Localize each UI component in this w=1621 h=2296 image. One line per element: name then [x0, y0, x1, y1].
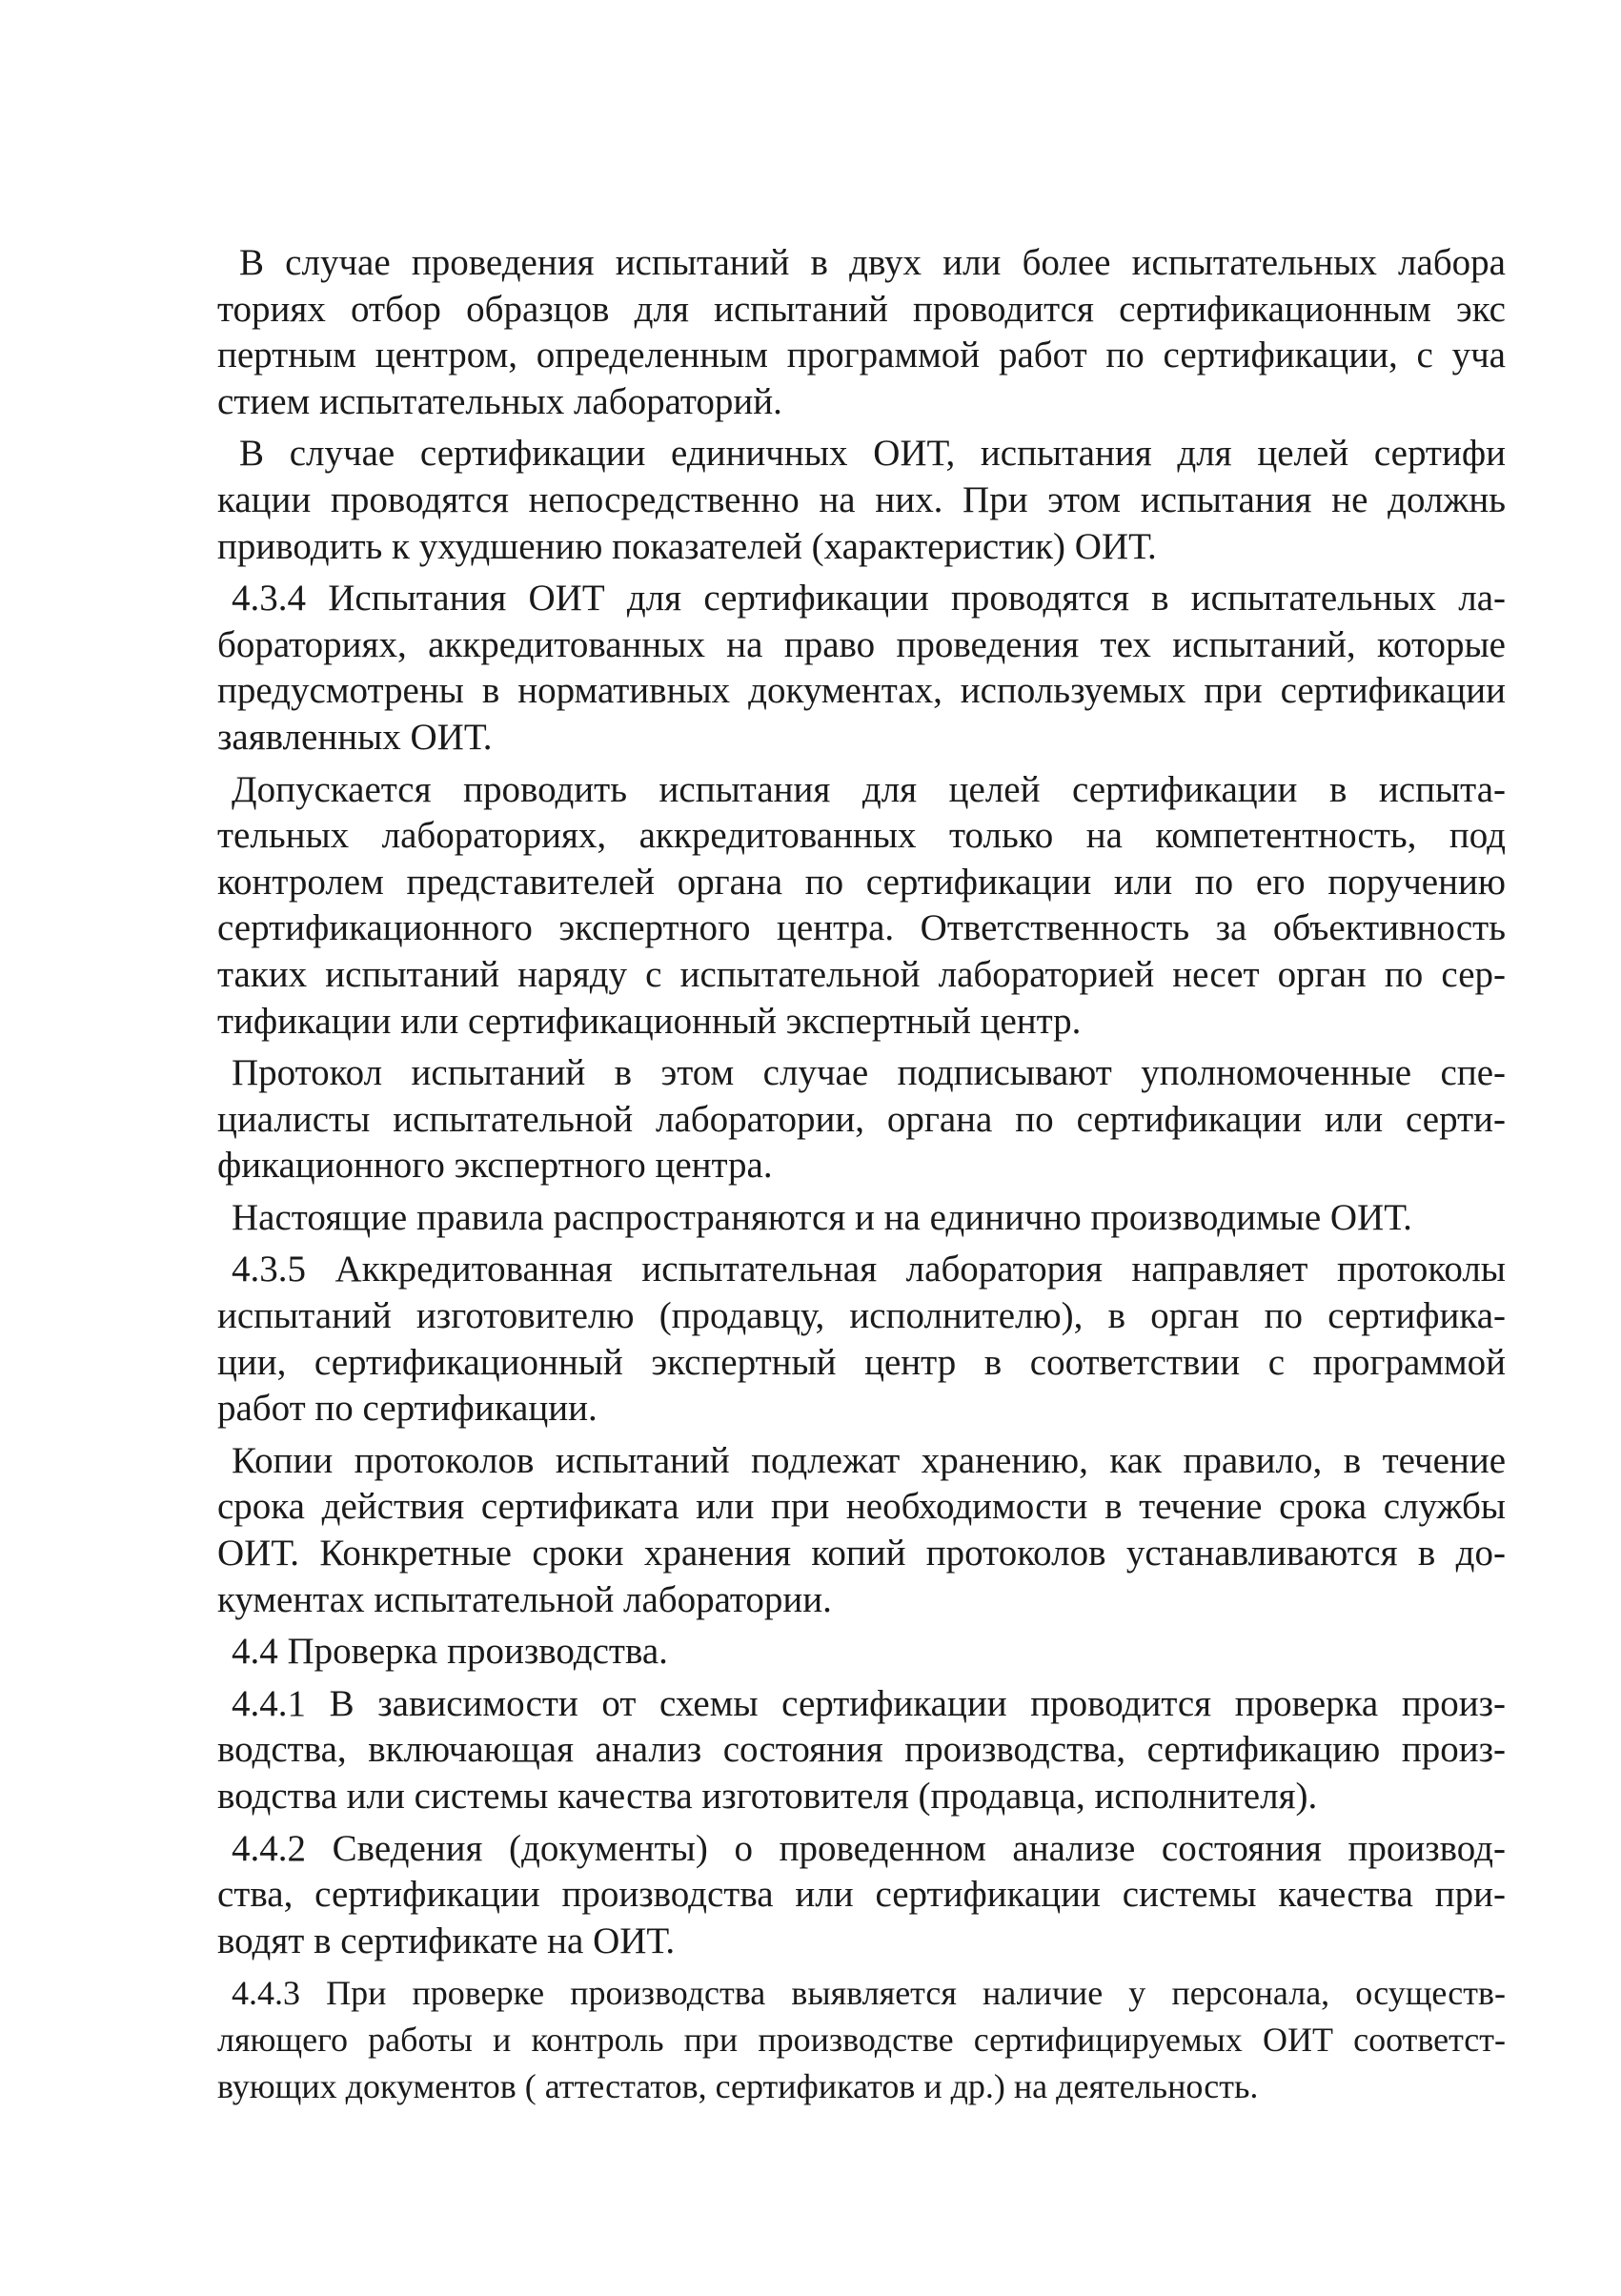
- text-line: 4.3.5 Аккредитованная испытательная лаборатория направляет протоколы: [232, 1249, 1506, 1290]
- text-line: циалисты испытательной лаборатории, органа по сертификации или серти-: [217, 1098, 1506, 1140]
- paragraph-sampling-multiple-labs: [217, 240, 1506, 425]
- text-line: водства, включающая анализ состояния производства, сертификацию произ-: [217, 1729, 1506, 1771]
- text-line: ства, сертификации производства или сертификации системы качества при-: [217, 1874, 1506, 1916]
- text-line: 4.4.3 При проверке производства выявляется наличие у персонала, осуществ-: [232, 1974, 1506, 2013]
- text-line: В случае сертификации единичных ОИТ, испытания для целей сертифи: [239, 433, 1506, 475]
- text-line: вующих документов ( аттестатов, сертификатов и др.) на деятельность.: [217, 2066, 1259, 2105]
- paragraph-4-4-1: [217, 1681, 1506, 1820]
- paragraph-single-oit: [217, 431, 1506, 570]
- text-line: предусмотрены в нормативных документах, используемых при сертификации: [217, 670, 1506, 712]
- text-line: 4.4 Проверка производства.: [232, 1631, 668, 1673]
- text-line: 4.4.1 В зависимости от схемы сертификации проводится проверка произ-: [232, 1682, 1506, 1724]
- text-line: Настоящие правила распространяются и на единично производимые ОИТ.: [232, 1196, 1412, 1238]
- text-line: В случае проведения испытаний в двух или более испытательных лабора: [239, 242, 1506, 283]
- text-line: водят в сертификате на ОИТ.: [217, 1920, 676, 1961]
- text-line: заявленных ОИТ.: [217, 716, 493, 758]
- text-line: Допускается проводить испытания для целей сертификации в испыта-: [232, 768, 1506, 810]
- text-line: бораториях, аккредитованных на право проведения тех испытаний, которые: [217, 623, 1506, 665]
- text-line: водства или системы качества изготовителя (продавца, исполнителя).: [217, 1776, 1318, 1817]
- paragraph-4-4-3: [217, 1970, 1506, 2109]
- document-body: [217, 240, 1506, 2115]
- text-line: приводить к ухудшению показателей (характеристик) ОИТ.: [217, 525, 1157, 567]
- section-heading-4-4: [217, 1629, 1506, 1676]
- text-line: контролем представителей органа по сертификации или по его поручению: [217, 861, 1506, 903]
- text-line: кументах испытательной лаборатории.: [217, 1578, 832, 1620]
- paragraph-allowed-testing: [217, 767, 1506, 1046]
- text-line: испытаний изготовителю (продавцу, исполнителю), в орган по сертифика-: [217, 1295, 1506, 1337]
- text-line: тификации или сертификационный экспертный центр.: [217, 1000, 1082, 1042]
- text-line: Протокол испытаний в этом случае подписывают уполномоченные спе-: [232, 1052, 1506, 1094]
- text-line: тельных лабораториях, аккредитованных только на компетентность, под: [217, 815, 1506, 857]
- text-line: 4.3.4 Испытания ОИТ для сертификации проводятся в испытательных ла-: [232, 578, 1506, 620]
- text-line: ляющего работы и контроль при производстве сертифицируемых ОИТ соответст-: [217, 2020, 1506, 2059]
- text-line: Копии протоколов испытаний подлежат хранению, как правило, в течение: [232, 1439, 1506, 1481]
- text-line: 4.4.2 Сведения (документы) о проведенном анализе состояния производ-: [232, 1827, 1506, 1869]
- text-line: срока действия сертификата или при необходимости в течение срока службы: [217, 1486, 1506, 1528]
- text-line: сертификационного экспертного центра. Ответственность за объективность: [217, 907, 1506, 949]
- text-line: работ по сертификации.: [217, 1388, 598, 1430]
- text-line: ции, сертификационный экспертный центр в соответствии с программой: [217, 1341, 1506, 1383]
- text-line: таких испытаний наряду с испытательной лабораторией несет орган по сер-: [217, 953, 1506, 995]
- paragraph-protocol-signing: [217, 1050, 1506, 1189]
- paragraph-protocol-storage: [217, 1438, 1506, 1623]
- text-line: ториях отбор образцов для испытаний проводится сертификационным экс: [217, 288, 1506, 330]
- paragraph-4-3-4: [217, 576, 1506, 761]
- text-line: стием испытательных лабораторий.: [217, 380, 782, 422]
- paragraph-4-4-2: [217, 1826, 1506, 1965]
- paragraph-4-3-5: [217, 1247, 1506, 1432]
- text-line: фикационного экспертного центра.: [217, 1145, 773, 1187]
- text-line: пертным центром, определенным программой работ по сертификации, с уча: [217, 335, 1506, 376]
- paragraph-rules-apply: [217, 1195, 1506, 1242]
- text-line: кации проводятся непосредственно на них. При этом испытания не должнь: [217, 478, 1506, 520]
- text-line: ОИТ. Конкретные сроки хранения копий протоколов устанавливаются в до-: [217, 1533, 1506, 1575]
